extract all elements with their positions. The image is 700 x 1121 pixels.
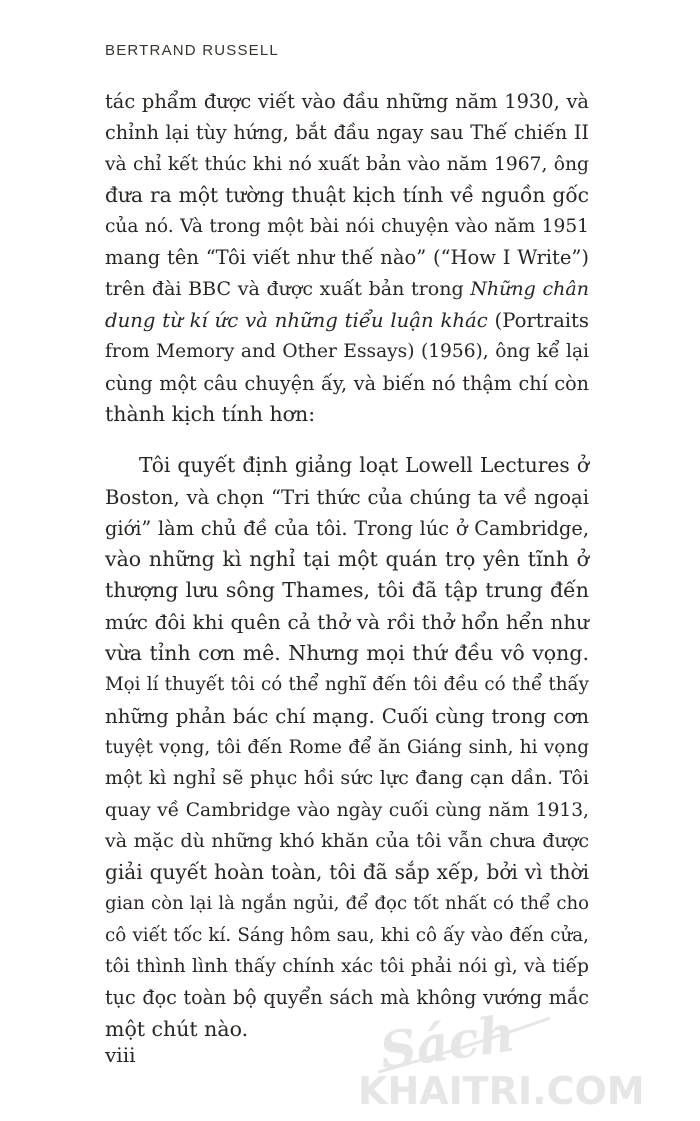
text-line: tuyệt vọng, tôi đến Rome để ăn Giáng sinh, hi vọng [105,736,589,758]
text-line: tục đọc toàn bộ quyển sách mà không vướng mắc [105,986,589,1010]
text-line [105,274,589,305]
text-line [105,305,589,336]
text-line: giới” làm chủ đề của tôi. Trong lúc ở Cambridge, [105,516,589,540]
text-line: Mọi lí thuyết tôi có thể nghĩ đến tôi đều có thể thấy [105,674,589,696]
text-line: đưa ra một tường thuật kịch tính về nguồn gốc [105,182,589,207]
text-segment: (Portraits [487,309,590,333]
text-line: thành kịch tính hơn: [105,401,316,426]
text-line: cùng một câu chuyện ấy, và biến nó thậm chí còn [105,371,589,395]
book-title-italic: dung từ kí ức và những tiểu luận khác [105,309,488,333]
text-line: một chút nào. [105,1016,249,1041]
watermark-script-text: Sách [376,1003,519,1081]
text-line: chỉnh lại tùy hứng, bắt đầu ngay sau Thế chiến II [105,121,589,145]
text-line: những phản bác chí mạng. Cuối cùng trong cơn [105,704,589,728]
text-line: mức đôi khi quên cả thở và rồi thở hổn hển như [105,610,589,634]
text-line: một kì nghỉ sẽ phục hồi sức lực đang cạn dần. Tôi [105,767,589,790]
text-line: from Memory and Other Essays) (1956), ông kể lại [105,341,589,363]
text-line: quay về Cambridge vào ngày cuối cùng năm 1913, [105,799,589,821]
text-line: và mặc dù những khó khăn của tôi vẫn chưa được [105,829,589,852]
text-line: vừa tỉnh cơn mê. Nhưng mọi thứ đều vô vọng. [105,641,589,666]
book-title-italic: Những chân [470,277,590,300]
text-line: vào những kì nghỉ tại một quán trọ yên tĩnh ở [105,547,589,572]
paragraph-intro [105,86,589,430]
text-line: tôi thình lình thấy chính xác tôi phải nói gì, và tiếp [105,956,589,978]
text-line: tác phẩm được viết vào đầu những năm 1930, và [105,90,589,113]
block-quote [105,450,589,1045]
text-line: Boston, và chọn “Tri thức của chúng ta về ngoại [105,485,589,509]
watermark-brand-text: KHAITRI.COM [358,1069,645,1113]
text-line: thượng lưu sông Thames, tôi đã tập trung đến [105,578,589,603]
running-head: BERTRAND RUSSELL [105,42,279,59]
text-line: Tôi quyết định giảng loạt Lowell Lectures ở [139,453,589,478]
text-line: gian còn lại là ngắn ngủi, để đọc tốt nhất có thể cho [105,893,589,915]
text-line: mang tên “Tôi viết như thế nào” (“How I Write”) [105,246,589,270]
page-body [105,86,589,1045]
paragraph-spacer [105,430,589,450]
watermark-logo [350,1000,690,1115]
text-line: giải quyết hoàn toàn, tôi đã sắp xếp, bởi vì thời [105,860,589,885]
text-segment: trên đài BBC và được xuất bản trong [105,277,471,300]
text-line: và chỉ kết thúc khi nó xuất bản vào năm 1967, ông [105,153,589,175]
text-line: cô viết tốc kí. Sáng hôm sau, khi cô ấy vào đến cửa, [105,924,589,946]
page-number: viii [105,1043,136,1067]
text-line: của nó. Và trong một bài nói chuyện vào năm 1951 [105,216,589,238]
